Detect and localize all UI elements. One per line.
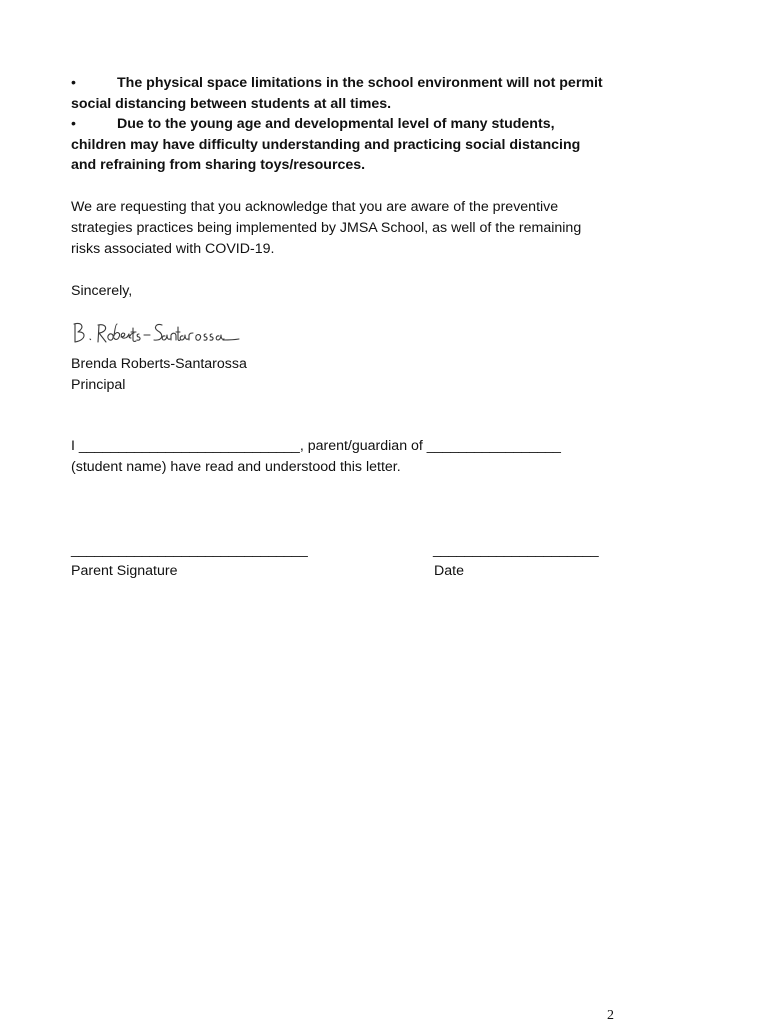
bullet-item bbox=[71, 73, 671, 114]
bullet-list bbox=[71, 73, 671, 176]
signer-name: Brenda Roberts-Santarossa bbox=[71, 356, 247, 372]
acknowledgement-paragraph bbox=[71, 436, 651, 478]
paragraph-line: risks associated with COVID-19. bbox=[71, 240, 275, 257]
request-paragraph bbox=[71, 197, 651, 259]
bullet-text: The physical space limitations in the school environment will not permit bbox=[117, 75, 603, 91]
date-line: _____________________ bbox=[433, 542, 599, 558]
acknowledgement-line: I ____________________________, parent/guardian of _________________ bbox=[71, 438, 561, 454]
parent-signature-line: ______________________________ bbox=[71, 542, 308, 558]
date-label: Date bbox=[434, 563, 464, 579]
page-number: 2 bbox=[607, 1008, 614, 1023]
bullet-text: and refraining from sharing toys/resources. bbox=[71, 157, 366, 174]
parent-signature-label: Parent Signature bbox=[71, 563, 178, 579]
acknowledgement-line: (student name) have read and understood this letter. bbox=[71, 458, 401, 475]
bullet-text: social distancing between students at all times. bbox=[71, 95, 392, 112]
closing-salutation: Sincerely, bbox=[71, 283, 133, 299]
paragraph-line: strategies practices being implemented by JMSA School, as well of the remaining bbox=[71, 219, 582, 236]
bullet-text: children may have difficulty understanding and practicing social distancing bbox=[71, 136, 581, 153]
signer-block bbox=[71, 354, 651, 396]
bullet-marker: • bbox=[71, 75, 76, 91]
paragraph-line: We are requesting that you acknowledge that you are aware of the preventive bbox=[71, 199, 559, 215]
bullet-marker: • bbox=[71, 116, 76, 133]
bullet-text: Due to the young age and developmental level of many students, bbox=[117, 116, 555, 133]
handwritten-signature bbox=[70, 318, 242, 350]
bullet-item bbox=[71, 114, 671, 176]
signer-title: Principal bbox=[71, 376, 126, 393]
